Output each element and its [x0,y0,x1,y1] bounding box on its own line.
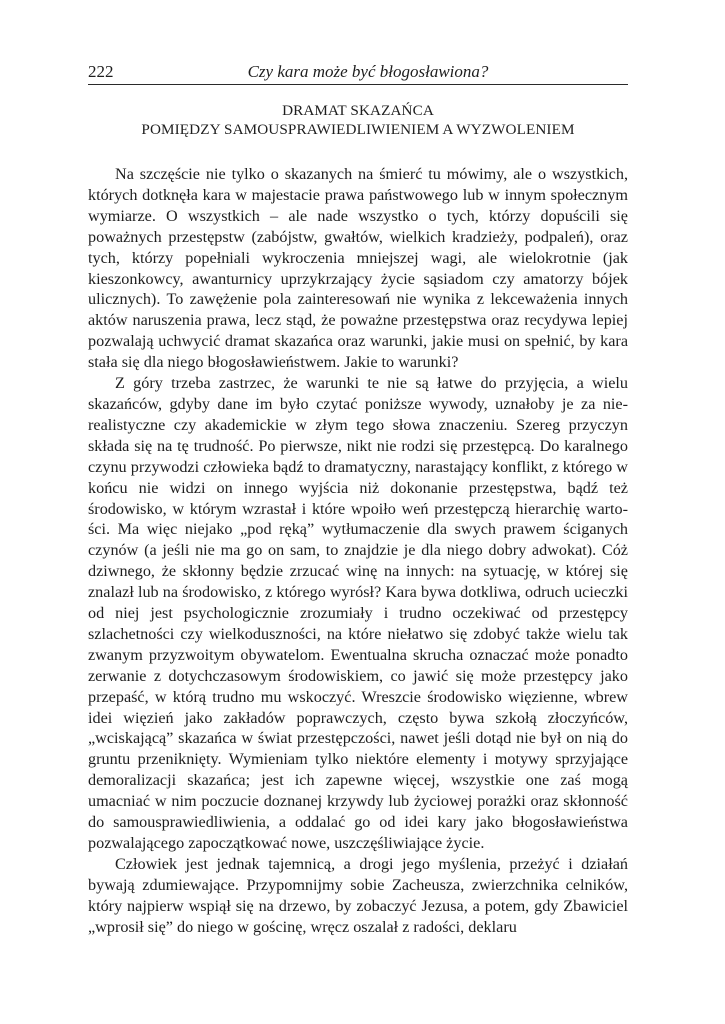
section-title-line-2: POMIĘDZY SAMOUSPRAWIEDLIWIENIEM A WYZWOLENIEM [141,121,575,138]
paragraph-1: Na szczęście nie tylko o skazanych na śmierć tu mówimy, ale o wszystkich, których dotknęła kara w majestacie prawa państwowego lub w innym społecznym wymiarze. O wszystkich – ale nade wszystko o tych, którzy dopuścili się poważnych przestępstw (zabójstw, gwałtów, wielkich kradzieży, podpaleń), oraz tych, którzy popełniali wykroczenia mniejszej wagi, ale wielokrotnie (jak kieszonkowcy, awanturnicy uprzykrzający życie sąsiadom czy amatorzy bójek ulicznych). To zawężenie pola zainteresowań nie wynika z lekceważenia innych aktów naruszenia prawa, lecz stąd, że poważne przestępstwa oraz recydywa lepiej pozwalają uchwycić dramat skazańca oraz warunki, jakie musi on spełnić, by kara stała się dla niego błogosławieństwem. Jakie to warunki? [88,165,628,372]
paragraph-2: Z góry trzeba zastrzec, że warunki te nie są łatwe do przyjęcia, a wielu skazańców, gdyby dane im było czytać poniższe wywody, uznałoby je za nierealistyczne czy akademickie w złym tego słowa znaczeniu. Szereg przyczyn składa się na tę trudność. Po pierwsze, nikt nie rodzi się przestępcą. Do karalnego czynu przywodzi człowieka bądź to dramatyczny, narastający konflikt, z którego w końcu nie widzi on innego wyjścia niż dokonanie przestępstwa, bądź też środowisko, w którym wzrastał i które wpoiło weń przestępczą hierarchię wartości. Ma więc niejako „pod ręką” wytłumaczenie dla swych prawem ściganych czynów (a jeśli nie ma go on sam, to znajdzie je dla niego dobry adwokat). Cóż dziwnego, że skłonny będzie zrzucać winę na innych: na sytuację, w której się znalazł lub na środowisko, z którego wyrósł? Kara bywa dotkliwa, odruch ucieczki od niej jest psychologicznie zrozumiały i trudno oczekiwać od przestępcy szlachetności czy wielkoduszności, na które niełatwo się zdobyć także wielu tak zwanym przyzwoitym obywatelom. Ewentualna skrucha oznaczać może ponadto zerwanie z dotychczasowym środowiskiem, co jawić się może przestępcy jako przepaść, w którą trudno mu wskoczyć. Wreszcie środowisko więzienne, wbrew idei więzień jako zakładów poprawczych, często bywa szkołą złoczyńców, „wciskającą” skazańca w świat przestępczości, nawet jeśli dotąd nie był on nią do gruntu przeniknięty. Wymieniam tylko niektóre elementy i motywy sprzyjające demoralizacji skazańca; jest ich zapewne więcej, wszystkie one zaś mogą umacniać w nim poczucie doznanej krzywdy lub życiowej porażki oraz skłonność do samousprawiedliwienia, a oddalać go od idei kary jako błogosławieństwa pozwalającego zapoczątkować nowe, uszczęśliwiające życie. [88,374,628,852]
body-text [88,164,628,938]
paragraph-3: Człowiek jest jednak tajemnicą, a drogi jego myślenia, przeżyć i działań bywają zdumiewające. Przypomnijmy sobie Zacheusza, zwierzchnika celników, który najpierw wspiął się na drzewo, by zobaczyć Jezusa, a potem, gdy Zbawiciel „wprosił się” do niego w gościnę, wręcz oszalał z radości, deklaru [88,854,628,936]
section-title-line-1: DRAMAT SKAZAŃCA [282,102,434,119]
running-header [88,58,628,85]
running-title: Czy kara może być błogosławiona? [247,62,489,81]
section-title [88,101,628,139]
page-number: 222 [88,62,114,81]
book-page [88,58,628,938]
